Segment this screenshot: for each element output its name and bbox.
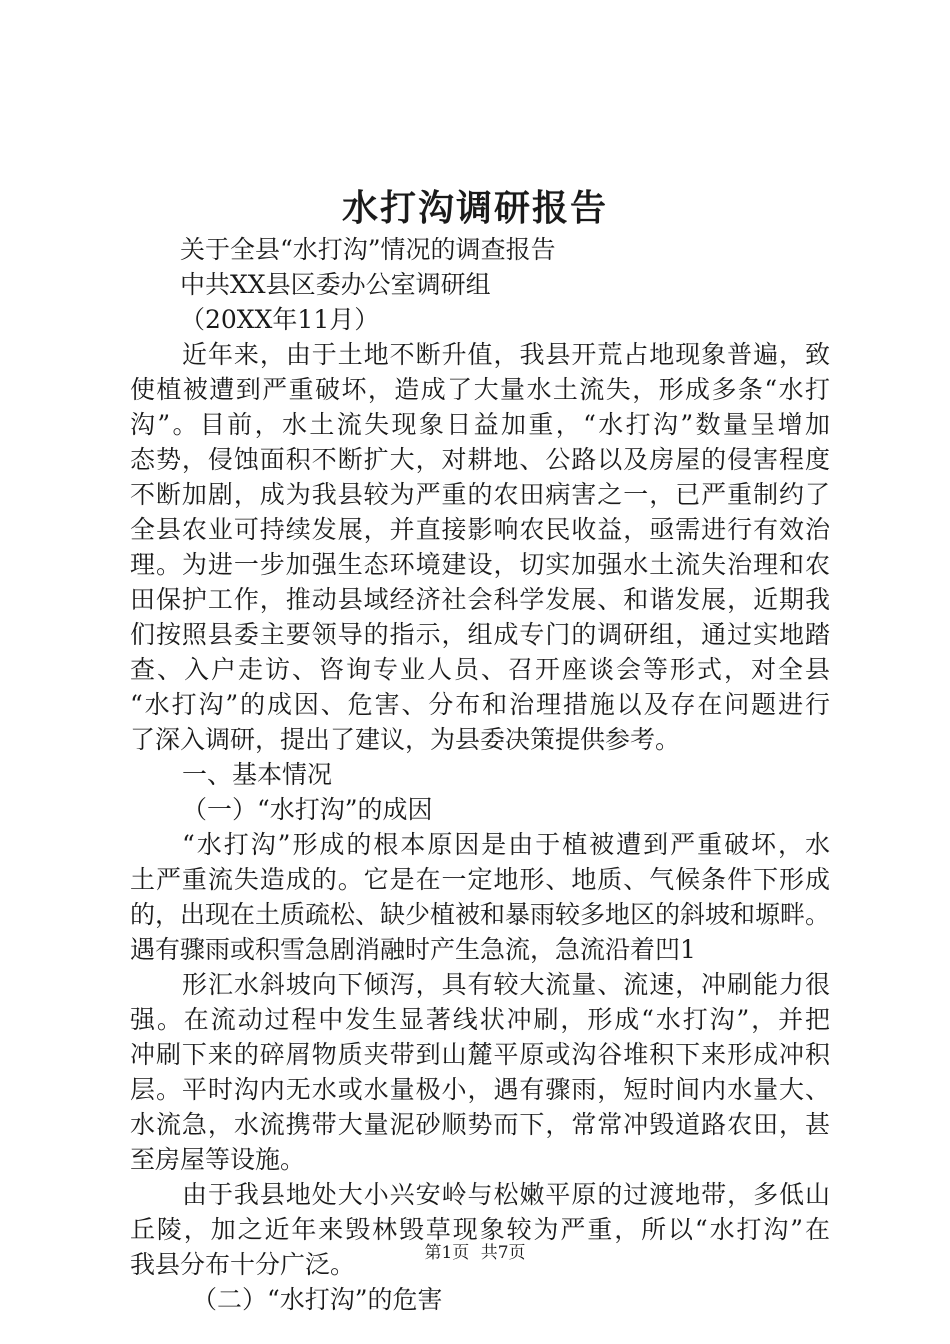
- paragraph-line: 丘陵，加之近年来毁林毁草现象较为严重，所以“水打沟”在: [130, 1215, 830, 1244]
- document-body: [130, 232, 830, 1317]
- paragraph-line: 水流急，水流携带大量泥砂顺势而下，常常冲毁道路农田，甚: [130, 1110, 830, 1139]
- paragraph-line: 使植被遭到严重破坏，造成了大量水土流失，形成多条“水打: [130, 375, 830, 404]
- paragraph-line: 态势，侵蚀面积不断扩大，对耕地、公路以及房屋的侵害程度: [130, 445, 830, 474]
- subtitle-line: 关于全县“水打沟”情况的调查报告: [180, 235, 556, 264]
- date-line: （20XX年11月）: [180, 305, 380, 334]
- page-footer: [0, 1240, 950, 1266]
- paragraph-line: 土严重流失造成的。它是在一定地形、地质、气候条件下形成: [130, 865, 830, 894]
- paragraph-line: 强。在流动过程中发生显著线状冲刷，形成“水打沟”，并把: [130, 1005, 830, 1034]
- paragraph-line: 不断加剧，成为我县较为严重的农田病害之一，已严重制约了: [130, 480, 830, 509]
- paragraph-line: 理。为进一步加强生态环境建设，切实加强水土流失治理和农: [130, 550, 830, 579]
- paragraph-line: 的，出现在土质疏松、缺少植被和暴雨较多地区的斜坡和塬畔。: [130, 900, 830, 929]
- paragraph-line: 全县农业可持续发展，并直接影响农民收益，亟需进行有效治: [130, 515, 830, 544]
- paragraph-line: 层。平时沟内无水或水量极小，遇有骤雨，短时间内水量大、: [130, 1075, 830, 1104]
- page-total: 共7页: [480, 1243, 526, 1263]
- paragraph-line: 形汇水斜坡向下倾泻，具有较大流量、流速，冲刷能力很: [182, 970, 830, 999]
- paragraph-line: 沟”。目前，水土流失现象日益加重，“水打沟”数量呈增加: [130, 410, 830, 439]
- subsection-heading: （一）“水打沟”的成因: [182, 795, 433, 824]
- paragraph-line: 了深入调研，提出了建议，为县委决策提供参考。: [130, 725, 681, 754]
- paragraph-line: 查、入户走访、咨询专业人员、召开座谈会等形式，对全县: [130, 655, 830, 684]
- paragraph-line: 冲刷下来的碎屑物质夹带到山麓平原或沟谷堆积下来形成冲积: [130, 1040, 830, 1069]
- paragraph-line: 至房屋等设施。: [130, 1145, 306, 1174]
- page-number: 第1页: [424, 1243, 470, 1263]
- paragraph-line: “水打沟”的成因、危害、分布和治理措施以及存在问题进行: [130, 690, 830, 719]
- paragraph-line: 遇有骤雨或积雪急剧消融时产生急流，急流沿着凹1: [130, 935, 696, 964]
- paragraph-line: 近年来，由于土地不断升值，我县开荒占地现象普遍，致: [182, 340, 830, 369]
- paragraph-line: 田保护工作，推动县域经济社会科学发展、和谐发展，近期我: [130, 585, 830, 614]
- subsection-heading: （二）“水打沟”的危害: [192, 1285, 443, 1314]
- section-heading: 一、基本情况: [182, 760, 333, 789]
- document-title: 水打沟调研报告: [341, 187, 608, 229]
- paragraph-line: “水打沟”形成的根本原因是由于植被遭到严重破坏，水: [182, 830, 830, 859]
- paragraph-line: 由于我县地处大小兴安岭与松嫩平原的过渡地带，多低山: [182, 1180, 830, 1209]
- paragraph-line: 们按照县委主要领导的指示，组成专门的调研组，通过实地踏: [130, 620, 830, 649]
- author-line: 中共XX县区委办公室调研组: [180, 270, 491, 299]
- paragraph-line: 我县分布十分广泛。: [130, 1250, 356, 1279]
